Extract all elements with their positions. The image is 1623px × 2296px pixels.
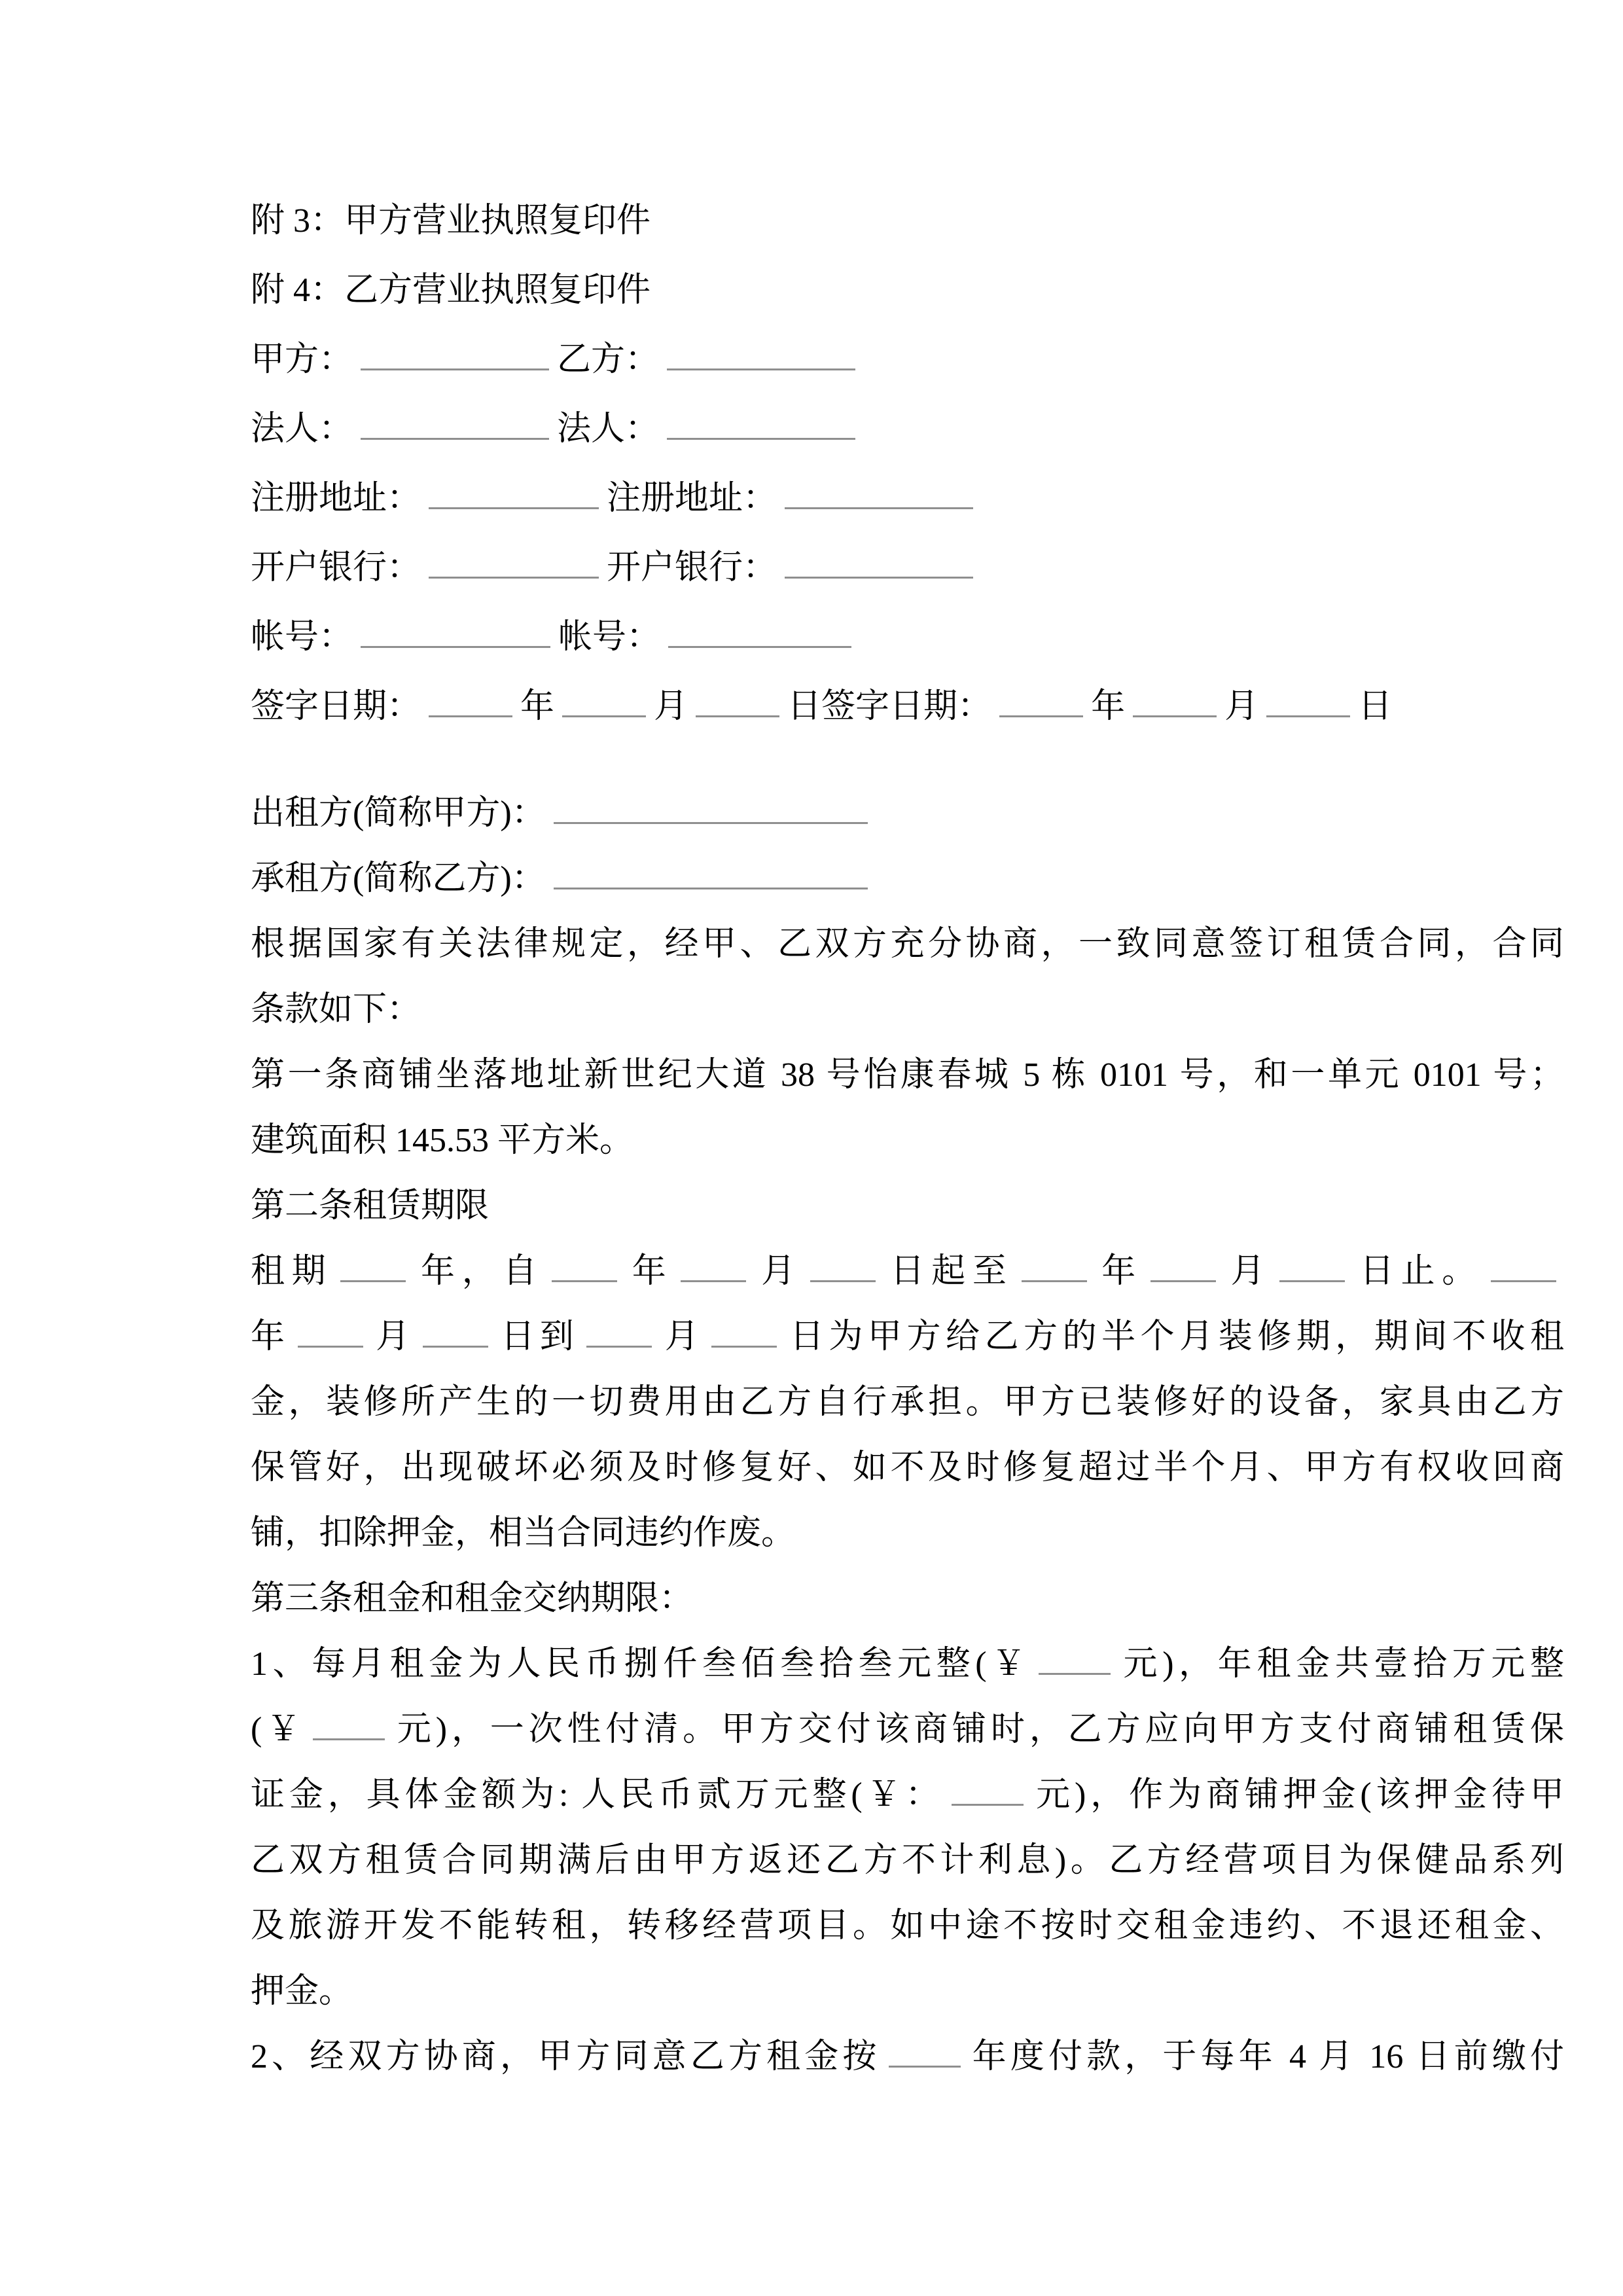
blank-field xyxy=(1491,1245,1556,1282)
text-line xyxy=(251,2024,1564,2090)
line-text: 开户银行： xyxy=(607,549,777,586)
blank-field xyxy=(586,1310,652,1348)
blank-field xyxy=(999,680,1083,717)
blank-field xyxy=(361,611,550,648)
line-text: 年度付款，于每年 4 月 16 日前缴付 xyxy=(968,2038,1564,2075)
line-text: 月 xyxy=(1223,1253,1272,1290)
line-text: 甲方： xyxy=(251,341,353,378)
text-line xyxy=(251,187,1564,256)
line-text: 证金，具体金额为: 人民币贰万元整(￥： xyxy=(251,1776,944,1814)
text-line xyxy=(251,256,1564,325)
blank-field xyxy=(711,1310,777,1348)
line-text: 日签字日期： xyxy=(787,688,992,725)
blank-field xyxy=(340,1245,406,1282)
line-text: 月 xyxy=(754,1253,802,1290)
text-line xyxy=(251,325,1564,395)
blank-field xyxy=(667,333,855,370)
line-text: 出租方(简称甲方)： xyxy=(251,795,546,832)
line-text: 日起至 xyxy=(883,1253,1014,1290)
blank-field xyxy=(1022,1245,1087,1282)
text-line xyxy=(251,1501,1564,1566)
text-line xyxy=(251,1697,1564,1763)
line-text: 附 4：乙方营业执照复印件 xyxy=(251,272,651,309)
line-text: 1、每月租金为人民币捌仟叁佰叁拾叁元整(￥ xyxy=(251,1645,1031,1683)
line-text: 月 xyxy=(654,688,688,725)
line-text: 元)，年租金共壹拾万元整 xyxy=(1118,1645,1564,1683)
line-text: 帐号： xyxy=(251,619,353,656)
line-text: 元)，作为商铺押金(该押金待甲 xyxy=(1031,1776,1565,1814)
blank-field xyxy=(554,787,868,824)
blank-field xyxy=(1266,680,1350,717)
text-line xyxy=(251,1828,1564,1893)
line-text: 第二条租赁期限 xyxy=(251,1187,490,1225)
text-line xyxy=(251,1043,1564,1108)
line-text: 及旅游开发不能转租，转移经营项目。如中途不按时交租金违约、不退还租金、 xyxy=(251,1907,1564,1945)
line-text: 开户银行： xyxy=(251,549,421,586)
line-text: 法人： xyxy=(557,410,660,448)
line-text: 日到 xyxy=(495,1318,579,1355)
blank-field xyxy=(562,680,646,717)
blank-field xyxy=(423,1310,488,1348)
text-line xyxy=(251,781,1564,846)
line-text: 日为甲方给乙方的半个月装修期，期间不收租 xyxy=(785,1318,1564,1355)
line-text: 建筑面积 145.53 平方米。 xyxy=(251,1122,634,1159)
blank-field xyxy=(554,852,868,889)
text-line xyxy=(251,672,1564,742)
line-text: 承租方(简称乙方)： xyxy=(251,860,546,897)
line-text: 签字日期： xyxy=(251,688,421,725)
line-text: 根据国家有关法律规定，经甲、乙双方充分协商，一致同意签订租赁合同，合同 xyxy=(251,925,1564,963)
line-text: 第三条租金和租金交纳期限： xyxy=(251,1580,694,1617)
line-text: 附 3：甲方营业执照复印件 xyxy=(251,202,651,240)
text-line xyxy=(251,464,1564,533)
text-line xyxy=(251,1566,1564,1632)
line-text: 月 xyxy=(660,1318,704,1355)
line-text: 租期 xyxy=(251,1253,333,1290)
blank-field xyxy=(696,680,779,717)
line-text: 第一条商铺坐落地址新世纪大道 38 号怡康春城 5 栋 0101 号，和一单元 0101 号； xyxy=(251,1056,1564,1094)
text-line xyxy=(251,912,1564,977)
line-text: 年 xyxy=(251,1318,290,1355)
line-text: 日止。 xyxy=(1353,1253,1483,1290)
line-text: 条款如下： xyxy=(251,991,421,1028)
text-line xyxy=(251,603,1564,672)
blank-field xyxy=(429,541,599,579)
blank-field xyxy=(361,403,549,440)
text-line xyxy=(251,395,1564,464)
blank-field xyxy=(1039,1638,1111,1675)
blank-field xyxy=(1150,1245,1216,1282)
line-text: 日 xyxy=(1358,688,1393,725)
text-line xyxy=(251,1370,1564,1435)
line-text: 帐号： xyxy=(558,619,661,656)
line-text: 年 xyxy=(520,688,555,725)
blank-field xyxy=(313,1703,385,1740)
line-text: 年 xyxy=(625,1253,673,1290)
blank-field xyxy=(952,1768,1024,1806)
blank-field xyxy=(298,1310,363,1348)
blank-field xyxy=(429,472,599,509)
text-line xyxy=(251,846,1564,912)
line-text: 押金。 xyxy=(251,1973,353,2010)
line-text: 元)，一次性付清。甲方交付该商铺时，乙方应向甲方支付商铺租赁保 xyxy=(393,1711,1564,1748)
line-text: 乙双方租赁合同期满后由甲方返还乙方不计利息)。乙方经营项目为保健品系列 xyxy=(251,1842,1564,1879)
line-text: 年 xyxy=(1091,688,1126,725)
text-line xyxy=(251,1632,1564,1697)
text-line xyxy=(251,1893,1564,1959)
blank-field xyxy=(1133,680,1217,717)
line-text: 月 xyxy=(370,1318,415,1355)
blank-field xyxy=(667,403,855,440)
blank-field xyxy=(785,541,973,579)
blank-field xyxy=(429,680,512,717)
text-line xyxy=(251,1239,1564,1304)
blank-field xyxy=(810,1245,876,1282)
line-text: 注册地址： xyxy=(251,480,421,517)
line-text: 年 xyxy=(1094,1253,1143,1290)
line-text: 法人： xyxy=(251,410,353,448)
line-text: 金，装修所产生的一切费用由乙方自行承担。甲方已装修好的设备，家具由乙方 xyxy=(251,1384,1564,1421)
line-text: 注册地址： xyxy=(607,480,777,517)
line-text: 乙方： xyxy=(557,341,660,378)
line-text: 月 xyxy=(1224,688,1259,725)
text-line xyxy=(251,1959,1564,2024)
blank-field xyxy=(1279,1245,1345,1282)
line-text: (￥ xyxy=(251,1711,306,1748)
line-text: 铺，扣除押金，相当合同违约作废。 xyxy=(251,1515,796,1552)
text-line xyxy=(251,1174,1564,1239)
line-text: 年，自 xyxy=(414,1253,544,1290)
text-line xyxy=(251,977,1564,1043)
line-text: 保管好，出现破坏必须及时修复好、如不及时修复超过半个月、甲方有权收回商 xyxy=(251,1449,1564,1486)
blank-field xyxy=(785,472,973,509)
text-line xyxy=(251,1435,1564,1501)
line-text: 2、经双方协商，甲方同意乙方租金按 xyxy=(251,2038,881,2075)
blank-field xyxy=(668,611,851,648)
text-line xyxy=(251,1763,1564,1828)
text-line xyxy=(251,1108,1564,1174)
blank-field xyxy=(681,1245,746,1282)
blank-field xyxy=(889,2030,961,2068)
text-line xyxy=(251,533,1564,603)
text-line xyxy=(251,1304,1564,1370)
blank-field xyxy=(361,333,549,370)
blank-field xyxy=(552,1245,617,1282)
